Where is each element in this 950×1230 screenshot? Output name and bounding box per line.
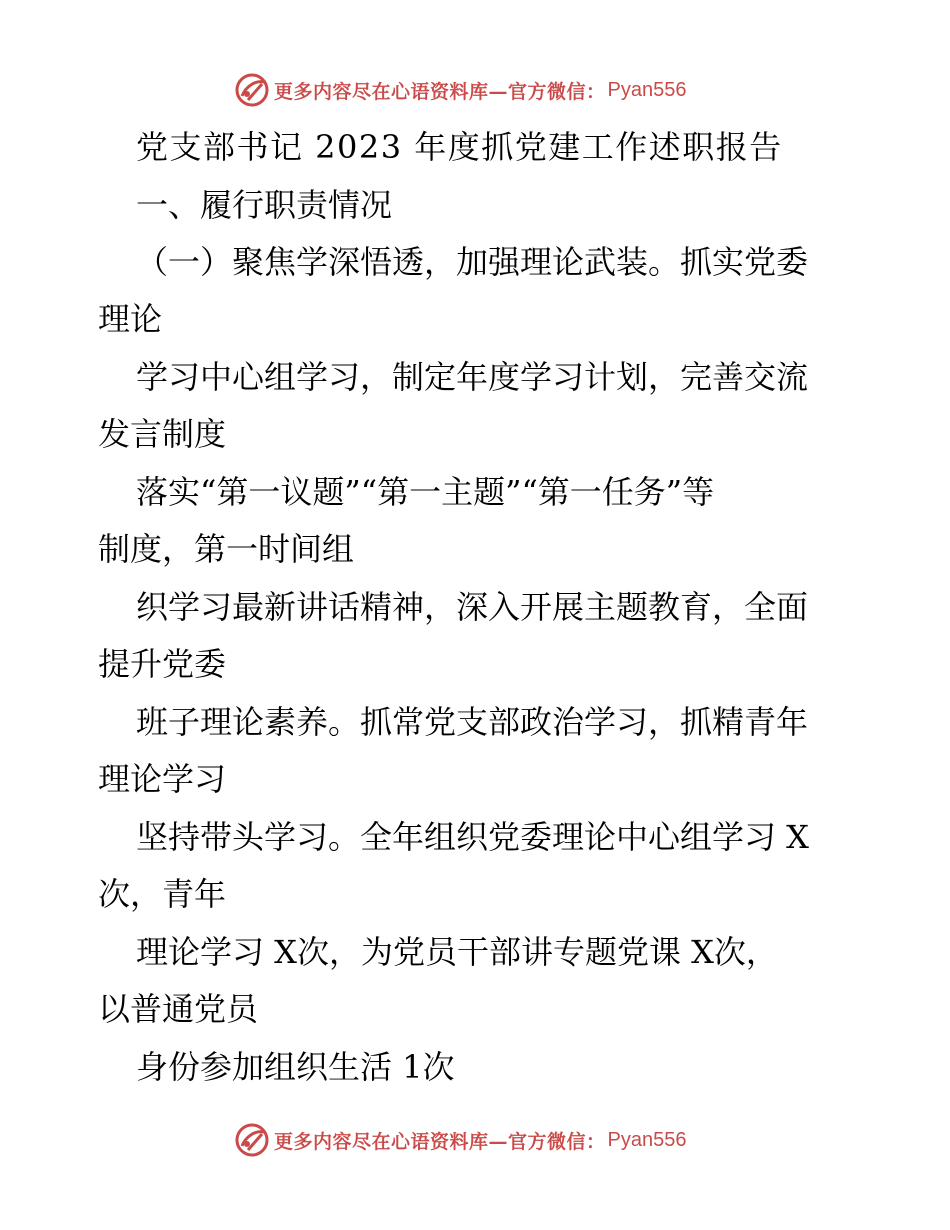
body-line: 发言制度 xyxy=(98,415,227,453)
banner-wechat-id: Pyan556 xyxy=(607,78,687,101)
body-line: 落实“第一议题”“第一主题”“第一任务”等 xyxy=(136,473,715,511)
body-line: 学习中心组学习，制定年度学习计划，完善交流 xyxy=(136,358,809,396)
brand-logo-icon xyxy=(234,1122,270,1158)
body-line: 次，青年 xyxy=(98,875,227,913)
banner-text: 更多内容尽在心语资料库—官方微信： xyxy=(274,1130,606,1153)
body-line: 制度，第一时间组 xyxy=(98,530,355,568)
body-line: （一）聚焦学深悟透，加强理论武装。抓实党委 xyxy=(136,243,809,281)
body-line: 织学习最新讲话精神，深入开展主题教育，全面 xyxy=(136,588,809,626)
body-line: 提升党委 xyxy=(98,645,227,683)
brand-logo-icon xyxy=(234,72,270,108)
body-line: 以普通党员 xyxy=(98,990,259,1028)
body-line: 理论学习 X次，为党员干部讲专题党课 X次， xyxy=(136,933,778,971)
banner-wechat-id: Pyan556 xyxy=(607,1128,687,1151)
banner-text: 更多内容尽在心语资料库—官方微信： xyxy=(274,80,606,103)
header-watermark-banner xyxy=(234,70,686,110)
section-heading: 一、履行职责情况 xyxy=(136,186,393,224)
body-line: 理论学习 xyxy=(98,760,227,798)
body-line: 坚持带头学习。全年组织党委理论中心组学习 X xyxy=(136,818,809,856)
footer-watermark-banner xyxy=(234,1120,686,1160)
body-line: 身份参加组织生活 1次 xyxy=(136,1048,455,1086)
body-line: 理论 xyxy=(98,300,163,338)
body-line: 班子理论素养。抓常党支部政治学习，抓精青年 xyxy=(136,703,809,741)
document-title: 党支部书记 2023 年度抓党建工作述职报告 xyxy=(136,128,783,166)
